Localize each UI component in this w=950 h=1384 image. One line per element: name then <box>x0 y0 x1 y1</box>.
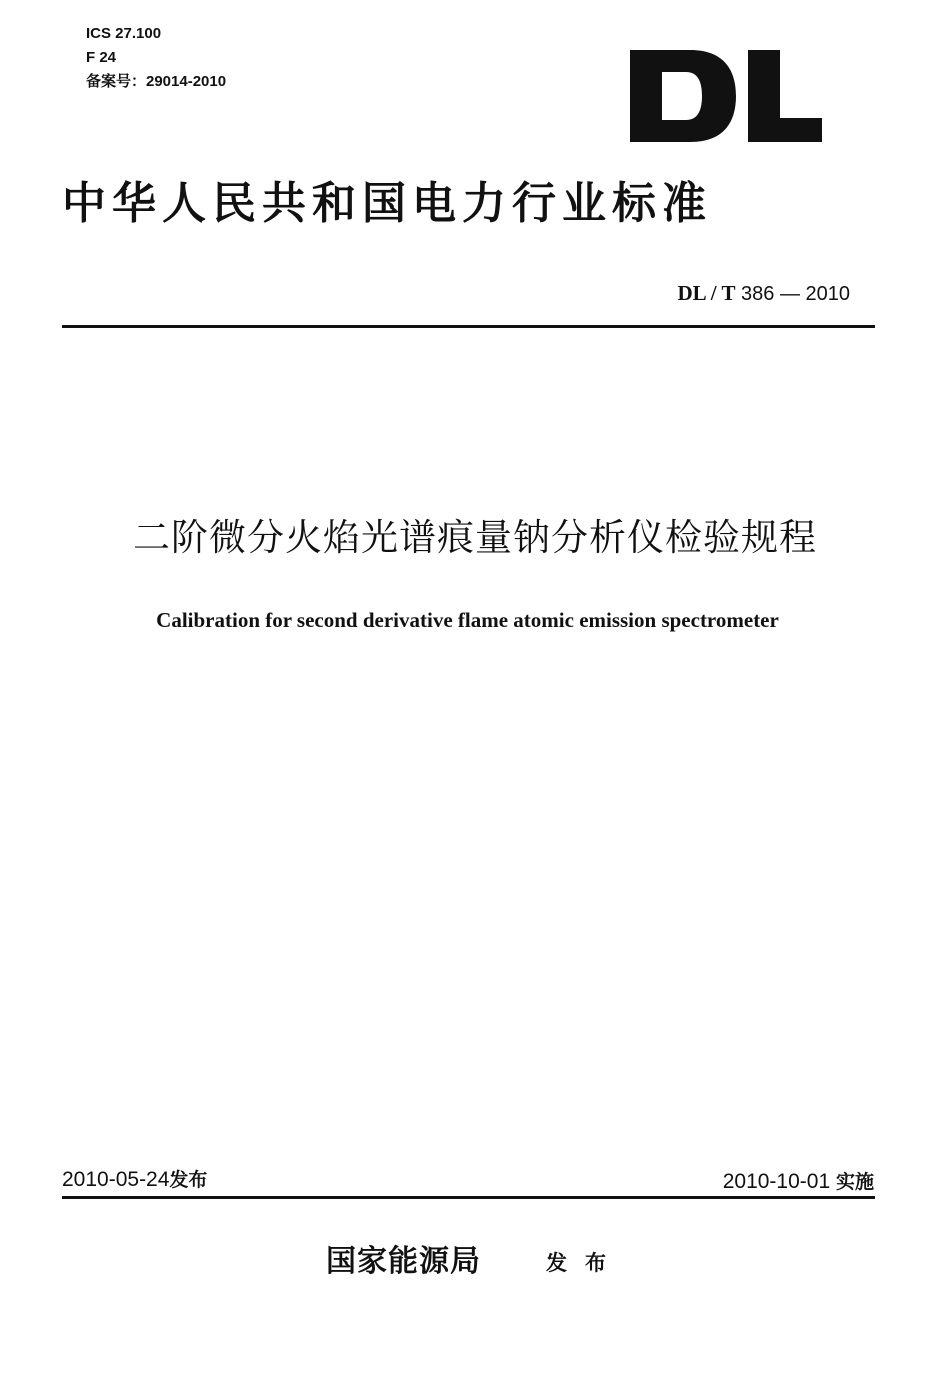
standard-code: 386 — 2010 <box>741 283 850 305</box>
standard-prefix: DL / T <box>677 281 736 305</box>
issuing-authority: 国家能源局 <box>326 1244 481 1279</box>
footer-divider <box>62 1196 875 1199</box>
document-title-chinese: 二阶微分火焰光谱痕量钠分析仪检验规程 <box>133 516 817 559</box>
issue-verb: 发布 <box>546 1251 624 1275</box>
logo-letter-l <box>748 50 822 142</box>
dl-logo <box>628 48 824 144</box>
document-title-english: Calibration for second derivative flame atomic emission spectrometer <box>156 608 779 632</box>
issue-date <box>62 1164 207 1196</box>
logo-letter-d <box>630 50 736 142</box>
standard-number <box>677 278 850 309</box>
header-divider <box>62 325 875 328</box>
issue-date-value: 2010-05-24 <box>62 1168 170 1191</box>
classification-block <box>86 22 226 94</box>
effective-date <box>723 1166 874 1198</box>
industry-standard-title: 中华人民共和国电力行业标准 <box>62 178 712 229</box>
filing-number: 备案号：29014-2010 <box>86 73 227 90</box>
issue-date-label: 发布 <box>169 1169 208 1191</box>
ics-code: ICS 27.100 <box>86 25 162 42</box>
effective-date-label: 实施 <box>835 1171 874 1193</box>
effective-date-value: 2010-10-01 <box>722 1170 831 1193</box>
ccs-code: F 24 <box>86 49 117 66</box>
